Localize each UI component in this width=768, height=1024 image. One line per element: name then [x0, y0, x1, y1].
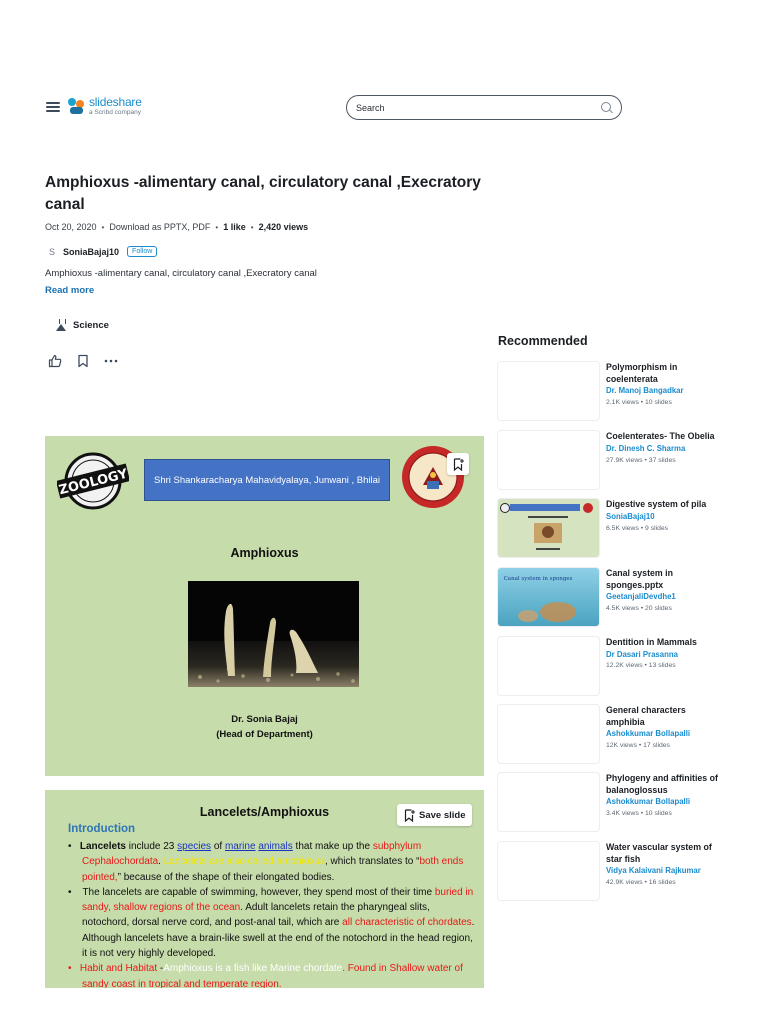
save-slide-icon-button[interactable]	[447, 453, 469, 475]
author-name[interactable]: SoniaBajaj10	[63, 246, 120, 257]
bookmark-icon	[77, 354, 89, 368]
recommended-thumbnail[interactable]	[498, 842, 599, 900]
recommended-thumbnail[interactable]	[498, 499, 599, 557]
recommended-title[interactable]: Phylogeny and affinities of balanoglossus	[606, 773, 718, 795]
recommended-item[interactable]	[498, 842, 748, 902]
recommended-title[interactable]: Digestive system of pila	[606, 499, 707, 509]
thumbnail-text: Canal system in sponges	[503, 576, 573, 582]
recommended-author[interactable]: Vidya Kalaivani Rajkumar	[606, 866, 701, 875]
recommended-author[interactable]: Dr. Manoj Bangadkar	[606, 386, 684, 395]
zoology-badge-logo	[57, 451, 129, 511]
follow-button[interactable]: Follow	[127, 246, 157, 257]
recommended-title[interactable]: Water vascular system of star fish	[606, 842, 712, 864]
slide-heading: Introduction	[68, 823, 136, 835]
read-more-link[interactable]: Read more	[45, 285, 95, 296]
document-description: Amphioxus -alimentary canal, circulatory canal ,Execratory canal	[45, 268, 317, 279]
like-button[interactable]	[48, 354, 62, 368]
brand-subtitle: a Scribd company	[89, 109, 142, 116]
recommended-item[interactable]	[498, 431, 748, 491]
search-icon[interactable]	[601, 102, 613, 114]
slide-title: Amphioxus	[230, 546, 299, 560]
separator-dot: •	[215, 222, 219, 232]
category-label: Science	[73, 319, 109, 331]
separator-dot: •	[101, 222, 105, 232]
pila-slide-thumbnail	[498, 499, 599, 557]
recommended-stats: 42.9K views • 16 slides	[606, 879, 676, 886]
amphioxus-photo	[188, 581, 359, 687]
slide-1	[45, 436, 484, 776]
recommended-title[interactable]: Coelenterates- The Obelia	[606, 431, 715, 441]
recommended-title[interactable]: General characters amphibia	[606, 705, 686, 727]
recommended-thumbnail[interactable]	[498, 431, 599, 489]
recommended-stats: 2.1K views • 10 slides	[606, 399, 672, 406]
recommended-author[interactable]: Dr Dasari Prasanna	[606, 649, 678, 659]
save-slide-label: Save slide	[419, 809, 466, 821]
presenter-caption	[45, 712, 484, 742]
recommended-item[interactable]	[498, 705, 748, 765]
recommended-stats: 27.9K views • 37 slides	[606, 456, 676, 464]
separator-dot: •	[250, 222, 254, 232]
badge-text: ZOOLOGY	[57, 466, 129, 499]
document-title: Amphioxus -alimentary canal, circulatory canal ,Execratory canal	[45, 174, 481, 213]
more-options-button[interactable]	[104, 354, 118, 368]
author-row	[49, 246, 157, 257]
slide-body	[68, 839, 476, 988]
flask-icon	[56, 319, 67, 331]
bookmark-plus-icon	[453, 458, 464, 471]
search-bar[interactable]	[346, 95, 622, 120]
recommended-author[interactable]: Ashokkumar Bollapalli	[606, 729, 691, 738]
sponges-slide-thumbnail	[498, 568, 599, 626]
slideshare-logo-icon	[68, 98, 85, 115]
recommended-thumbnail[interactable]	[498, 568, 599, 626]
recommended-author[interactable]: SoniaBajaj10	[606, 511, 655, 521]
recommended-item[interactable]	[498, 499, 748, 559]
recommended-item[interactable]	[498, 362, 748, 422]
recommended-stats: 6.5K views • 9 slides	[606, 524, 669, 532]
upload-date: Oct 20, 2020	[45, 222, 97, 232]
more-dots-icon	[104, 359, 118, 363]
document-meta	[45, 222, 308, 232]
bookmark-plus-icon	[404, 809, 415, 822]
recommended-thumbnail[interactable]	[498, 637, 599, 695]
search-input[interactable]	[356, 103, 601, 113]
recommended-item[interactable]	[498, 637, 748, 697]
recommended-thumbnail[interactable]	[498, 773, 599, 831]
view-count: 2,420 views	[258, 222, 309, 232]
recommended-title[interactable]: Dentition in Mammals	[606, 637, 697, 647]
recommended-heading: Recommended	[498, 334, 588, 348]
bullet-1: • Lancelets include 23 species of marine animals that make up the subphylum Cephalochordata. Lancelets are also called amphioxus, which translates to “both ends pointed,” because of the shape of their elongated bodies.	[68, 841, 464, 883]
save-slide-button[interactable]	[397, 804, 472, 826]
download-link[interactable]: Download as PPTX, PDF	[109, 222, 211, 232]
action-bar	[48, 354, 118, 368]
recommended-item[interactable]	[498, 773, 748, 833]
recommended-stats: 3.4K views • 10 slides	[606, 810, 672, 817]
recommended-thumbnail[interactable]	[498, 705, 599, 763]
bullet-2: • The lancelets are capable of swimming, however, they spend most of their time buried in sandy, shallow regions of the ocean. Adult lancelets retain the pharyngeal slits, notochord, dorsal nerve cord, and post-anal tail, which are all characteristic of chordates. Although lancelets have a brain-like swell at the end of the notochord in the head region, it is not very highly developed.	[68, 886, 475, 960]
recommended-stats: 12K views • 17 slides	[606, 742, 670, 749]
like-count: 1 like	[223, 222, 246, 232]
presenter-role: (Head of Department)	[216, 729, 313, 740]
slideshare-logo[interactable]	[68, 96, 142, 117]
avatar[interactable]: S	[49, 246, 56, 257]
slide-title: Lancelets/Amphioxus	[199, 805, 330, 819]
brand-name: slideshare	[89, 95, 142, 109]
recommended-stats: 4.5K views • 20 slides	[606, 605, 672, 612]
save-button[interactable]	[76, 354, 90, 368]
menu-icon[interactable]	[46, 102, 60, 112]
recommended-thumbnail[interactable]	[498, 362, 599, 420]
recommended-stats: 12.2K views • 13 slides	[606, 661, 676, 669]
presenter-name: Dr. Sonia Bajaj	[231, 714, 298, 725]
bullet-3: • Habit and Habitat -Amphioxus is a fish like Marine chordate. Found in Shallow water of sandy coast in tropical and temperate region.	[68, 963, 463, 988]
recommended-item[interactable]	[498, 568, 748, 628]
recommended-title[interactable]: Polymorphism in coelenterata	[606, 362, 678, 384]
recommended-author[interactable]: GeetanjaliDevdhe1	[606, 592, 676, 601]
college-banner: Shri Shankaracharya Mahavidyalaya, Junwani , Bhilai	[144, 459, 390, 501]
category-tag[interactable]	[56, 319, 109, 331]
recommended-author[interactable]: Ashokkumar Bollapalli	[606, 797, 691, 806]
recommended-author[interactable]: Dr. Dinesh C. Sharma	[606, 443, 686, 453]
thumbs-up-icon	[48, 354, 62, 368]
slide-2	[45, 790, 484, 988]
recommended-title[interactable]: Canal system in sponges.pptx	[606, 568, 673, 590]
